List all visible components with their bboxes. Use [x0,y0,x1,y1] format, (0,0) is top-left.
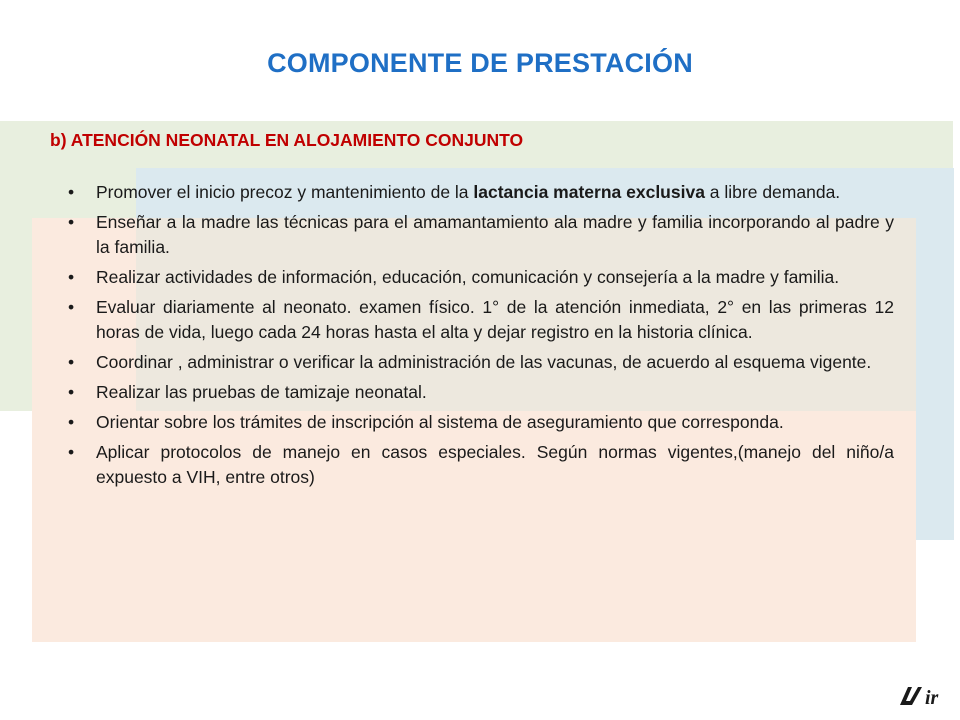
list-item [68,410,894,435]
item-text-bold: lactancia materna exclusiva [473,182,705,202]
list-item [68,295,894,345]
item-text: Realizar las pruebas de tamizaje neonatal. [96,382,427,402]
logo-icon [898,679,946,709]
list-item [68,380,894,405]
item-text-end: a libre demanda. [704,182,841,202]
slide-title: COMPONENTE DE PRESTACIÓN [267,48,693,78]
list-item [68,350,894,375]
item-text: Aplicar protocolos de manejo en casos especiales. Según normas vigentes,(manejo del niño/a expuesto a VIH, entre otros) [96,442,894,487]
bullet-icon: • [68,442,75,462]
bullet-icon: • [68,212,75,232]
bullet-icon: • [68,352,75,372]
list-item [68,210,894,260]
item-text: Promover el inicio precoz y mantenimiento de la [96,182,474,202]
bullet-icon: • [68,182,75,202]
list-item [68,440,894,490]
bullet-list [68,180,894,495]
item-text: Enseñar a la madre las técnicas para el amamantamiento ala madre y familia incorporando al padre y la familia. [96,212,894,257]
bullet-icon: • [68,267,75,287]
bullet-icon: • [68,412,75,432]
logo-text: ir [925,687,939,709]
list-item [68,265,894,290]
item-text: Coordinar , administrar o verificar la administración de las vacunas, de acuerdo al esquema vigente. [96,352,872,372]
list-item [68,180,894,205]
item-text: Realizar actividades de información, educación, comunicación y consejería a la madre y familia. [96,267,840,287]
section-subtitle: b) ATENCIÓN NEONATAL EN ALOJAMIENTO CONJUNTO [50,130,524,150]
bullet-icon: • [68,382,75,402]
item-text: Orientar sobre los trámites de inscripción al sistema de aseguramiento que corresponda. [96,412,784,432]
bullet-icon: • [68,297,75,317]
item-text: Evaluar diariamente al neonato. examen físico. 1° de la atención inmediata, 2° en las primeras 12 horas de vida, luego cada 24 horas hasta el alta y dejar registro en la historia clínica. [96,297,894,342]
